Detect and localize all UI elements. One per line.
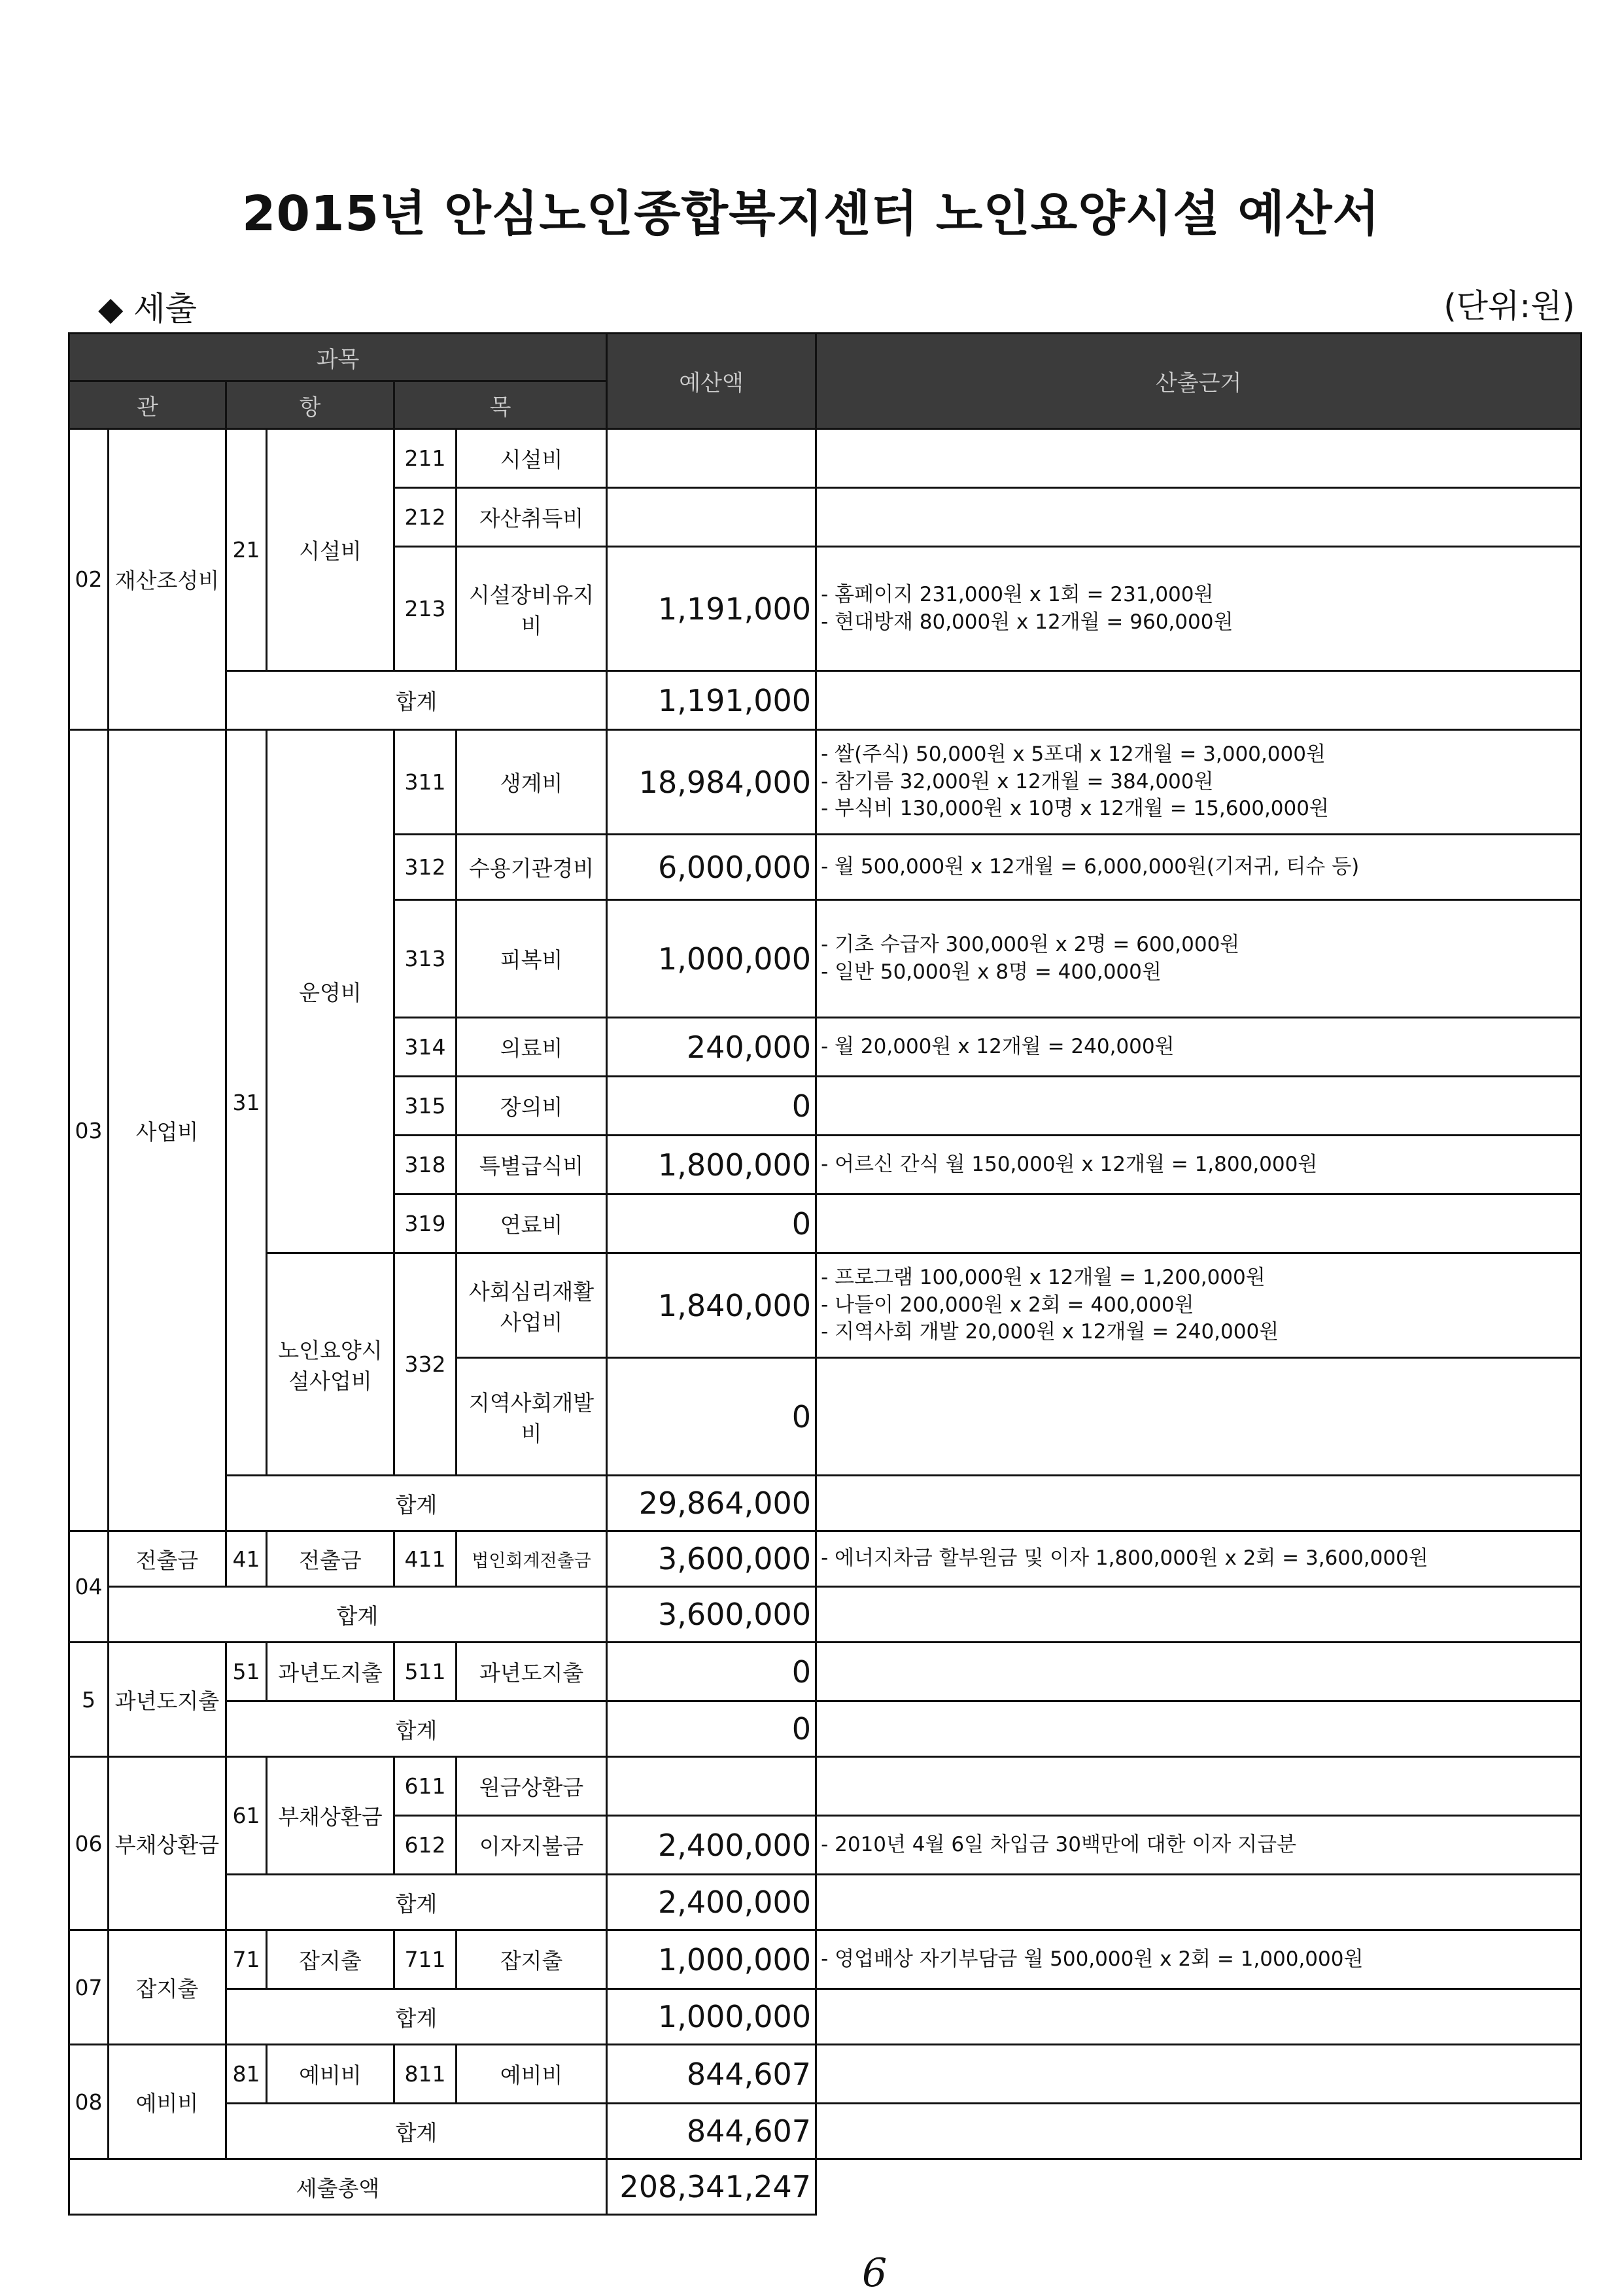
mok-name: 이자지불금	[457, 1816, 607, 1875]
basis: - 월 500,000원 x 12개월 = 6,000,000원(기저귀, 티슈 등)	[816, 835, 1581, 900]
amount: 1,840,000	[607, 1253, 816, 1358]
basis: - 프로그램 100,000원 x 12개월 = 1,200,000원 - 나들이 200,000원 x 2회 = 400,000원 - 지역사회 개발 20,000원 x 12개월 = 240,000원	[816, 1253, 1581, 1358]
gwan-name: 과년도지출	[109, 1643, 226, 1757]
mok-code: 212	[394, 488, 457, 547]
subtotal-label: 합계	[226, 671, 607, 730]
grand-total-label: 세출총액	[69, 2159, 607, 2215]
header-amount: 예산액	[607, 334, 816, 429]
header-basis: 산출근거	[816, 334, 1581, 429]
basis: - 월 20,000원 x 12개월 = 240,000원	[816, 1018, 1581, 1077]
gwan-name: 사업비	[109, 730, 226, 1531]
mok-code: 315	[394, 1077, 457, 1136]
hang-name: 전출금	[267, 1531, 394, 1587]
amount: 1,000,000	[607, 900, 816, 1018]
mok-code: 314	[394, 1018, 457, 1077]
gwan-code: 02	[69, 429, 109, 730]
amount: 1,800,000	[607, 1136, 816, 1194]
subtotal-label: 합계	[226, 1875, 607, 1930]
mok-code: 318	[394, 1136, 457, 1194]
mok-code: 811	[394, 2045, 457, 2104]
mok-code: 411	[394, 1531, 457, 1587]
basis	[816, 2159, 1581, 2215]
mok-code: 611	[394, 1757, 457, 1816]
basis: - 쌀(주식) 50,000원 x 5포대 x 12개월 = 3,000,000원 - 참기름 32,000원 x 12개월 = 384,000원 - 부식비 130,000원 x 10명 x 12개월 = 15,600,000원	[816, 730, 1581, 835]
mok-code: 312	[394, 835, 457, 900]
mok-name: 수용기관경비	[457, 835, 607, 900]
mok-code: 211	[394, 429, 457, 488]
basis	[816, 1587, 1581, 1643]
basis	[816, 429, 1581, 488]
basis	[816, 1476, 1581, 1531]
gwan-code: 03	[69, 730, 109, 1531]
header-gwan: 관	[69, 381, 226, 429]
basis: - 영업배상 자기부담금 월 500,000원 x 2회 = 1,000,000원	[816, 1930, 1581, 1989]
basis	[816, 1358, 1581, 1476]
hang-code: 61	[226, 1757, 267, 1875]
hang-code: 31	[226, 730, 267, 1476]
mok-name: 과년도지출	[457, 1643, 607, 1701]
amount: 3,600,000	[607, 1531, 816, 1587]
page-number: 6	[862, 2250, 888, 2296]
amount: 1,000,000	[607, 1930, 816, 1989]
mok-name: 원금상환금	[457, 1757, 607, 1816]
basis	[816, 1875, 1581, 1930]
hang-name: 예비비	[267, 2045, 394, 2104]
gwan-name: 전출금	[109, 1531, 226, 1587]
subtotal-label: 합계	[109, 1587, 607, 1643]
gwan-name: 잡지출	[109, 1930, 226, 2045]
basis	[816, 671, 1581, 730]
basis	[816, 1194, 1581, 1253]
mok-name: 자산취득비	[457, 488, 607, 547]
hang-code: 21	[226, 429, 267, 671]
gwan-name: 부채상환금	[109, 1757, 226, 1930]
mok-name: 예비비	[457, 2045, 607, 2104]
mok-name: 연료비	[457, 1194, 607, 1253]
mok-name: 지역사회개발비	[457, 1358, 607, 1476]
basis: - 에너지차금 할부원금 및 이자 1,800,000원 x 2회 = 3,600,000원	[816, 1531, 1581, 1587]
subtotal-amount: 29,864,000	[607, 1476, 816, 1531]
mok-name: 시설비	[457, 429, 607, 488]
basis	[816, 488, 1581, 547]
hang-name: 부채상환금	[267, 1757, 394, 1875]
mok-name: 생계비	[457, 730, 607, 835]
mok-code: 313	[394, 900, 457, 1018]
subtotal-amount: 2,400,000	[607, 1875, 816, 1930]
hang-code: 51	[226, 1643, 267, 1701]
basis	[816, 1643, 1581, 1701]
subtotal-amount: 3,600,000	[607, 1587, 816, 1643]
gwan-code: 04	[69, 1531, 109, 1643]
basis	[816, 1989, 1581, 2045]
header-subject: 과목	[69, 334, 607, 381]
basis: - 기초 수급자 300,000원 x 2명 = 600,000원 - 일반 50,000원 x 8명 = 400,000원	[816, 900, 1581, 1018]
basis	[816, 1757, 1581, 1816]
amount: 1,191,000	[607, 547, 816, 671]
gwan-name: 예비비	[109, 2045, 226, 2159]
mok-code: 511	[394, 1643, 457, 1701]
mok-name: 피복비	[457, 900, 607, 1018]
subtotal-amount: 1,000,000	[607, 1989, 816, 2045]
subtotal-label: 합계	[226, 2104, 607, 2159]
basis: - 2010년 4월 6일 차입금 30백만에 대한 이자 지급분	[816, 1816, 1581, 1875]
gwan-code: 5	[69, 1643, 109, 1757]
mok-name: 의료비	[457, 1018, 607, 1077]
section-label: ◆ 세출	[98, 290, 197, 328]
mok-name: 사회심리재활사업비	[457, 1253, 607, 1358]
amount: 0	[607, 1358, 816, 1476]
basis: - 어르신 간식 월 150,000원 x 12개월 = 1,800,000원	[816, 1136, 1581, 1194]
document-title: 2015년 안심노인종합복지센터 노인요양시설 예산서	[242, 186, 1380, 242]
amount: 0	[607, 1643, 816, 1701]
subtotal-amount: 844,607	[607, 2104, 816, 2159]
mok-name: 법인회계전출금	[457, 1531, 607, 1587]
basis	[816, 2045, 1581, 2104]
mok-name: 장의비	[457, 1077, 607, 1136]
amount: 844,607	[607, 2045, 816, 2104]
hang-name: 노인요양시설사업비	[267, 1253, 394, 1476]
gwan-code: 07	[69, 1930, 109, 2045]
basis	[816, 1077, 1581, 1136]
mok-code: 711	[394, 1930, 457, 1989]
gwan-name: 재산조성비	[109, 429, 226, 730]
basis: - 홈페이지 231,000원 x 1회 = 231,000원 - 현대방재 80,000원 x 12개월 = 960,000원	[816, 547, 1581, 671]
amount: 2,400,000	[607, 1816, 816, 1875]
mok-code: 213	[394, 547, 457, 671]
amount: 240,000	[607, 1018, 816, 1077]
amount: 6,000,000	[607, 835, 816, 900]
amount: 0	[607, 1077, 816, 1136]
hang-code: 41	[226, 1531, 267, 1587]
hang-name: 시설비	[267, 429, 394, 671]
gwan-code: 06	[69, 1757, 109, 1930]
mok-code: 612	[394, 1816, 457, 1875]
subtotal-amount: 1,191,000	[607, 671, 816, 730]
amount: 18,984,000	[607, 730, 816, 835]
mok-name: 특별급식비	[457, 1136, 607, 1194]
subtotal-label: 합계	[226, 1476, 607, 1531]
gwan-code: 08	[69, 2045, 109, 2159]
header-hang: 항	[226, 381, 394, 429]
amount	[607, 488, 816, 547]
basis	[816, 2104, 1581, 2159]
mok-name: 잡지출	[457, 1930, 607, 1989]
grand-total-amount: 208,341,247	[607, 2159, 816, 2215]
subtotal-amount: 0	[607, 1701, 816, 1757]
mok-code: 311	[394, 730, 457, 835]
mok-name: 시설장비유지비	[457, 547, 607, 671]
header-mok: 목	[394, 381, 607, 429]
amount	[607, 429, 816, 488]
mok-code: 332	[394, 1253, 457, 1476]
subtotal-label: 합계	[226, 1989, 607, 2045]
unit-label: (단위:원)	[1443, 287, 1575, 325]
hang-name: 과년도지출	[267, 1643, 394, 1701]
amount: 0	[607, 1194, 816, 1253]
budget-table	[68, 332, 1582, 2216]
amount	[607, 1757, 816, 1816]
hang-name: 잡지출	[267, 1930, 394, 1989]
hang-code: 71	[226, 1930, 267, 1989]
mok-code: 319	[394, 1194, 457, 1253]
hang-code: 81	[226, 2045, 267, 2104]
subtotal-label: 합계	[226, 1701, 607, 1757]
basis	[816, 1701, 1581, 1757]
hang-name: 운영비	[267, 730, 394, 1253]
